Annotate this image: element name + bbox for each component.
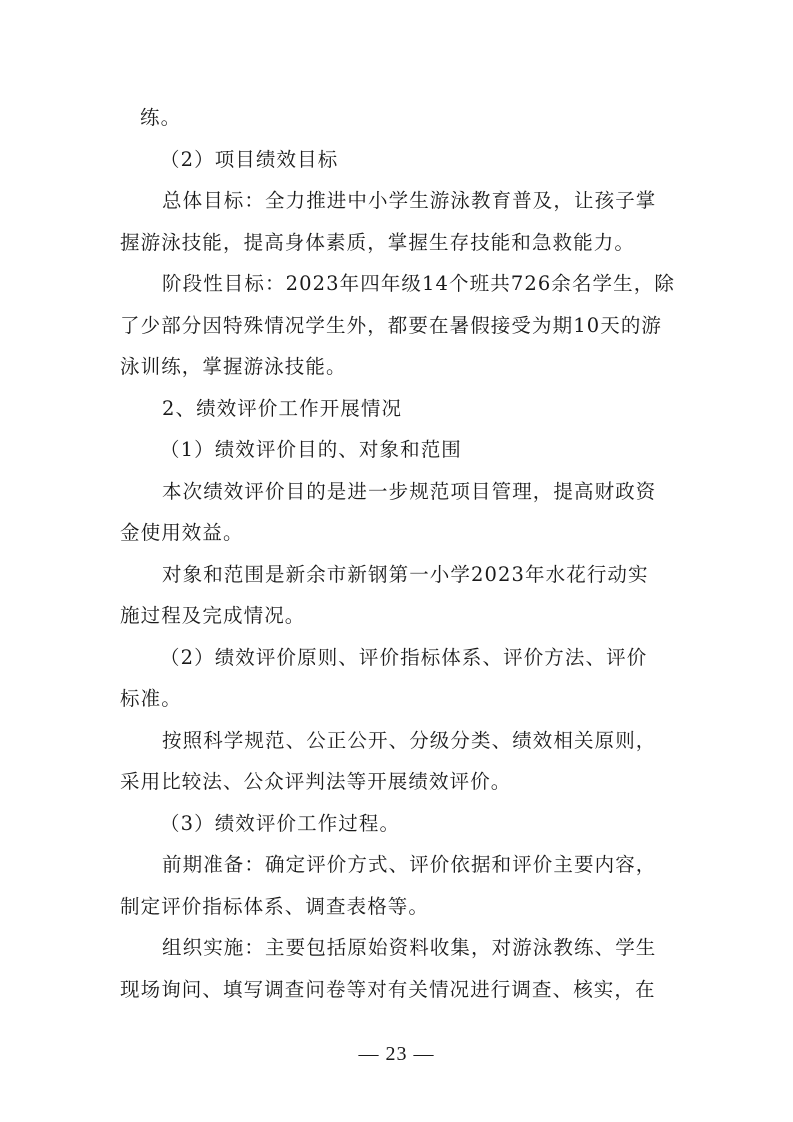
section-heading: （1）绩效评价目的、对象和范围 xyxy=(160,438,462,461)
section-heading: （2）项目绩效目标 xyxy=(160,148,339,171)
text-line: 了少部分因特殊情况学生外，都要在暑假接受为期10天的游 xyxy=(120,314,663,337)
text-line: 前期准备：确定评价方式、评价依据和评价主要内容， xyxy=(162,853,657,876)
text-line: 总体目标：全力推进中小学生游泳教育普及，让孩子掌 xyxy=(162,189,657,212)
text-line: 制定评价指标体系、调查表格等。 xyxy=(120,895,430,918)
text-line: 采用比较法、公众评判法等开展绩效评价。 xyxy=(120,770,512,793)
text-line: 现场询问、填写调查问卷等对有关情况进行调查、核实，在 xyxy=(120,978,656,1001)
text-line: 标准。 xyxy=(120,687,182,710)
text-line: 金使用效益。 xyxy=(120,521,244,544)
section-heading: 2、绩效评价工作开展情况 xyxy=(162,397,403,420)
text-line: 按照科学规范、公正公开、分级分类、绩效相关原则， xyxy=(162,729,657,752)
section-heading: （3）绩效评价工作过程。 xyxy=(160,812,401,835)
page-number: — 23 — xyxy=(358,1043,435,1065)
text-line: 泳训练，掌握游泳技能。 xyxy=(120,355,347,378)
text-line: 阶段性目标：2023年四年级14个班共726余名学生，除 xyxy=(162,272,675,295)
text-line: 施过程及完成情况。 xyxy=(120,604,306,627)
text-line: 练。 xyxy=(140,106,182,129)
section-heading: （2）绩效评价原则、评价指标体系、评价方法、评价 xyxy=(160,646,648,669)
text-line: 对象和范围是新余市新钢第一小学2023年水花行动实 xyxy=(162,563,649,586)
text-line: 组织实施：主要包括原始资料收集，对游泳教练、学生 xyxy=(162,936,657,959)
text-line: 握游泳技能，提高身体素质，掌握生存技能和急救能力。 xyxy=(120,231,636,254)
text-line: 本次绩效评价目的是进一步规范项目管理，提高财政资 xyxy=(162,480,657,503)
